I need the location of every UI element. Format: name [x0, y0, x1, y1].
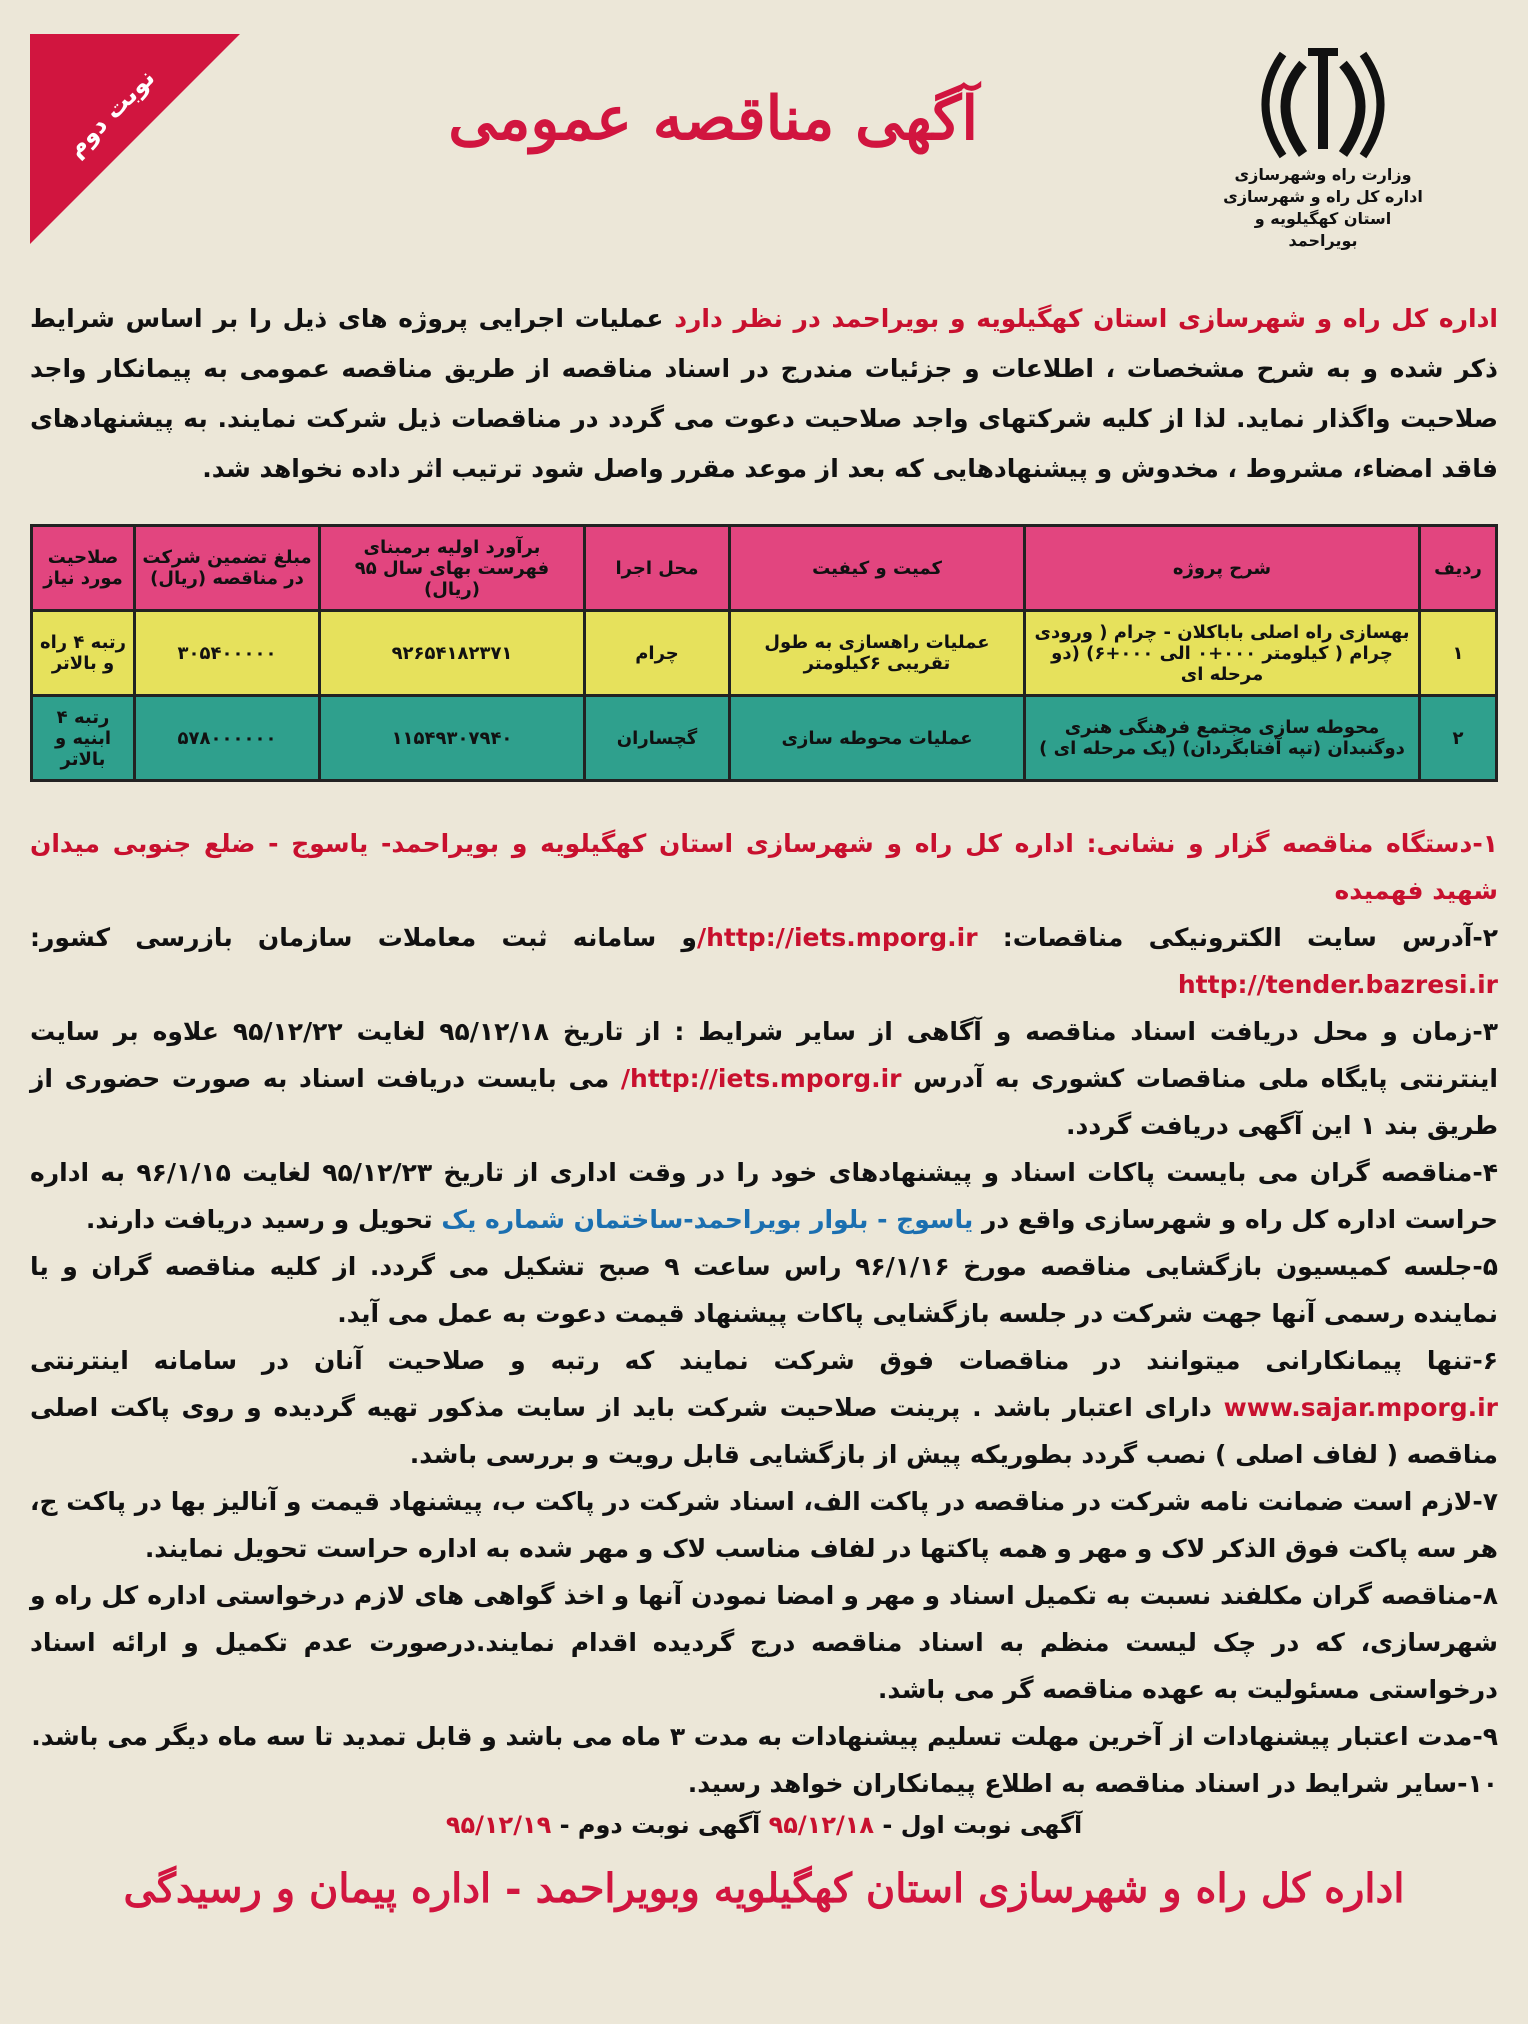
ministry-line-2: اداره کل راه و شهرسازی: [1223, 187, 1423, 206]
item-1: ۱-دستگاه مناقصه گزار و نشانی: اداره کل راه و شهرسازی استان کهگیلویه و بویراحمد- یاسوج - ضلع جنوبی میدان شهید فهمیده: [30, 829, 1498, 905]
item-6-text-b: دارای اعتبار باشد . پرینت صلاحیت شرکت باید از سایت مذکور تهیه گردیده و روی پاکت اصلی مناقصه ( لفاف اصلی ) نصب گردد بطوریکه پیش از بازگشایی قابل رویت و بررسی باشد.: [30, 1393, 1498, 1469]
item-6-text: ۶-تنها پیمانکارانی میتوانند در مناقصات فوق شرکت نمایند که رتبه و صلاحیت آنان در سامانه اینترنتی: [30, 1346, 1498, 1375]
item-7: ۷-لازم است ضمانت نامه شرکت در مناقصه در پاکت الف، اسناد شرکت در پاکت ب، پیشنهاد قیمت و آنالیز بها در پاکت ج، هر سه پاکت فوق الذکر لاک و مهر و همه پاکتها در لفاف مناسب لاک و مهر شده به اداره حراست تحویل نمایند.: [30, 1487, 1498, 1563]
item-6: [30, 1337, 1498, 1478]
table-row: [32, 696, 1497, 781]
cell-qualification: رتبه ۴ ابنیه و بالاتر: [32, 696, 135, 781]
item-3-text: ۳-زمان و محل دریافت اسناد مناقصه و آگاهی از سایر شرایط : از تاریخ ۹۵/۱۲/۱۸ لغایت ۹۵/۱۲/۲۲ علاوه بر سایت اینترنتی پایگاه ملی مناقصات کشوری به آدرس: [30, 1017, 1498, 1093]
item-4-text-b: تحویل و رسید دریافت دارند.: [85, 1205, 442, 1234]
cell-quantity: عملیات محوطه سازی: [730, 696, 1025, 781]
table-row: [32, 611, 1497, 696]
cell-guarantee: ۵۷۸۰۰۰۰۰۰: [135, 696, 320, 781]
item-2-text: ۲-آدرس سایت الکترونیکی مناقصات:: [977, 923, 1498, 952]
item-5: ۵-جلسه کمیسیون بازگشایی مناقصه مورخ ۹۶/۱/۱۶ راس ساعت ۹ صبح تشکیل می گردد. از کلیه مناقصه گران و یا نماینده رسمی آنها جهت شرکت در جلسه بازگشایی پاکات پیشنهاد قیمت دعوت به عمل می آید.: [30, 1252, 1499, 1328]
projects-table: [30, 524, 1498, 782]
col-row-number: ردیف: [1420, 526, 1497, 611]
cell-project-desc: محوطه سازی مجتمع فرهنگی هنری دوگنبدان (تپه آفتابگردان) (یک مرحله ای ): [1025, 696, 1420, 781]
col-project-desc: شرح پروژه: [1025, 526, 1420, 611]
ad-dates: [30, 1811, 1498, 1839]
cell-estimate: ۱۱۵۴۹۳۰۷۹۴۰: [320, 696, 585, 781]
footer-signature: اداره کل راه و شهرسازی استان کهگیلویه وبویراحمد - اداره پیمان و رسیدگی: [123, 1865, 1405, 1912]
iets-link-2[interactable]: http://iets.mporg.ir/: [620, 1064, 902, 1093]
iets-link[interactable]: http://iets.mporg.ir/: [696, 923, 978, 952]
page-title: آگهی مناقصه عمومی: [448, 84, 978, 154]
col-guarantee: مبلغ تضمین شرکت در مناقصه (ریال): [135, 526, 320, 611]
conditions-list: [30, 820, 1498, 1807]
cell-row-number: ۱: [1420, 611, 1497, 696]
ministry-line-3: استان کهگیلویه و بویراحمد: [1254, 209, 1392, 250]
cell-location: گچساران: [585, 696, 730, 781]
col-qualification: صلاحیت مورد نیاز: [32, 526, 135, 611]
iran-emblem-icon: [1248, 44, 1398, 164]
item-9: ۹-مدت اعتبار پیشنهادات از آخرین مهلت تسلیم پیشنهادات به مدت ۳ ماه می باشد و قابل تمدید تا سه ماه دیگر می باشد.: [31, 1722, 1498, 1751]
item-2: [30, 914, 1498, 1008]
ad-first-label: آگهی نوبت اول -: [874, 1811, 1083, 1839]
item-4-text: ۴-مناقصه گران می بایست پاکات اسناد و پیشنهادهای خود را در وقت اداری از تاریخ ۹۵/۱۲/۲۳ لغایت ۹۶/۱/۱۵ به اداره حراست اداره کل راه و شهرسازی واقع در: [30, 1158, 1498, 1234]
item-4: [30, 1149, 1498, 1243]
ad-second-label: آگهی نوبت دوم -: [551, 1811, 769, 1839]
item-8: ۸-مناقصه گران مکلفند نسبت به تکمیل اسناد و مهر و امضا نمودن آنها و اخذ گواهی های لازم درخواستی اداره کل راه و شهرسازی، که در چک لیست منظم به اسناد مناقصه درج گردیده اقدام نمایند.درصورت عدم تکمیل و ارائه اسناد درخواستی مسئولیت به عهده مناقصه گر می باشد.: [30, 1581, 1498, 1704]
ad-first-date: ۹۵/۱۲/۱۸: [768, 1811, 875, 1839]
ministry-block: [1218, 44, 1428, 252]
intro-lead: اداره کل راه و شهرسازی استان کهگیلویه و بویراحمد در نظر دارد: [674, 304, 1498, 333]
table-header-row: [32, 526, 1497, 611]
badge-ribbon: [30, 34, 240, 244]
cell-row-number: ۲: [1420, 696, 1497, 781]
cell-project-desc: بهسازی راه اصلی باباکلان - چرام ( ورودی چرام ( کیلومتر ۰۰۰+۰ الی ۰۰۰+۶) (دو مرحله ای: [1025, 611, 1420, 696]
col-quantity: کمیت و کیفیت: [730, 526, 1025, 611]
sajar-link[interactable]: www.sajar.mporg.ir: [1223, 1393, 1498, 1422]
item-2-text-b: و سامانه ثبت معاملات سازمان بازرسی کشور:: [30, 923, 697, 952]
item-10: ۱۰-سایر شرایط در اسناد مناقصه به اطلاع پیمانکاران خواهد رسید.: [687, 1769, 1498, 1798]
cell-guarantee: ۳۰۵۴۰۰۰۰۰: [135, 611, 320, 696]
col-estimate: برآورد اولیه برمبنای فهرست بهای سال ۹۵ (ریال): [320, 526, 585, 611]
cell-location: چرام: [585, 611, 730, 696]
cell-quantity: عملیات راهسازی به طول تقریبی ۶کیلومتر: [730, 611, 1025, 696]
tender-link[interactable]: http://tender.bazresi.ir: [1177, 970, 1498, 999]
intro-rest: عملیات اجرایی پروژه های ذیل را بر اساس شرایط ذکر شده و به شرح مشخصات ، اطلاعات و جزئیات مندرج در اسناد مناقصه از طریق مناقصه عمومی به پیمانکار واجد صلاحیت واگذار نماید. لذا از کلیه شرکتهای واجد صلاحیت دعوت می گردد در مناقصات ذیل شرکت نمایند. به پیشنهادهای فاقد امضاء، مشروط ، مخدوش و پیشنهادهایی که بعد از موعد مقرر واصل شود ترتیب اثر داده نخواهد شد.: [30, 304, 1498, 483]
item-3-text-b: می بایست دریافت اسناد به صورت حضوری از طریق بند ۱ این آگهی دریافت گردد.: [30, 1064, 1498, 1140]
item-4-address: یاسوج - بلوار بویراحمد-ساختمان شماره یک: [441, 1205, 974, 1234]
ad-second-date: ۹۵/۱۲/۱۹: [445, 1811, 552, 1839]
badge-label: نوبت دوم: [61, 63, 161, 163]
cell-estimate: ۹۲۶۵۴۱۸۲۳۷۱: [320, 611, 585, 696]
ministry-line-1: وزارت راه وشهرسازی: [1234, 165, 1412, 184]
col-location: محل اجرا: [585, 526, 730, 611]
cell-qualification: رتبه ۴ راه و بالاتر: [32, 611, 135, 696]
header: [30, 34, 1498, 294]
intro-paragraph: [30, 294, 1498, 494]
item-3: [30, 1008, 1498, 1149]
